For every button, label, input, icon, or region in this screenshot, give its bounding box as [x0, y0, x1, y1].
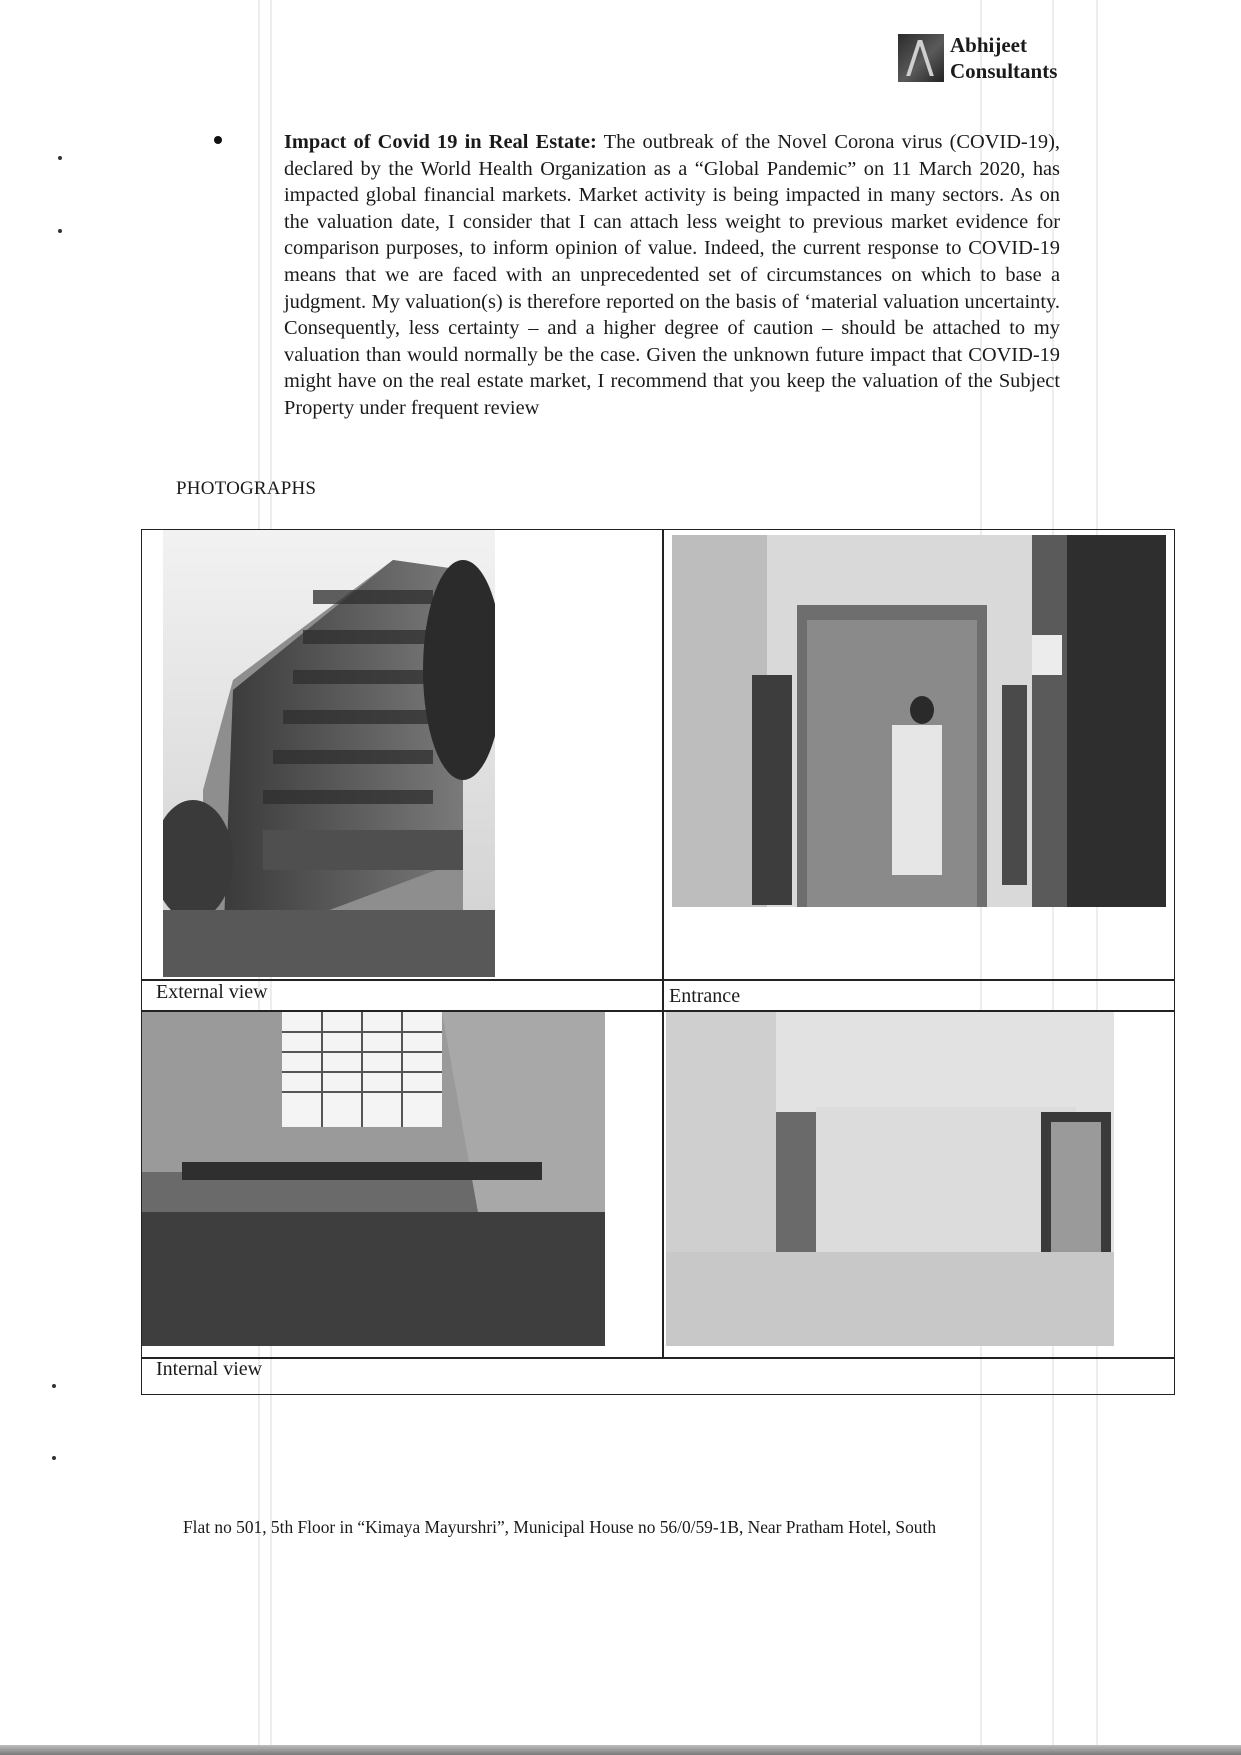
entrance-photo: [672, 535, 1166, 907]
photo-table: [141, 529, 1175, 1395]
table-divider: [142, 1357, 1174, 1359]
internal-view-photo-2: [666, 1012, 1114, 1346]
internal-view-photo-1: [142, 1012, 605, 1346]
paragraph-lead: Impact of Covid 19 in Real Estate:: [284, 131, 597, 153]
bullet-icon: [214, 136, 222, 144]
table-divider: [662, 1010, 664, 1357]
scan-speck: [58, 229, 62, 233]
covid-impact-paragraph: [284, 129, 1060, 422]
photographs-heading: PHOTOGRAPHS: [176, 478, 317, 499]
paragraph-text: The outbreak of the Novel Corona virus (COVID-19), declared by the World Health Organization as a “Global Pandemic” on 11 March 2020, has impacted global financial markets. Market activity is being impacted in many sectors. As on the valuation date, I consider that I can attach less weight to previous market evidence for comparison purposes, to inform opinion of value. Indeed, the current response to COVID-19 means that we are faced with an unprecedented set of circumstances on which to base a judgment. My valuation(s) is therefore reported on the basis of ‘material valuation uncertainty. Consequently, less certainty – and a higher degree of caution – should be attached to my valuation than would normally be the case. Given the unknown future impact that COVID-19 might have on the real estate market, I recommend that you keep the valuation of the Subject Property under frequent review: [284, 131, 1061, 419]
company-logo: [898, 32, 1057, 84]
caption-entrance: Entrance: [669, 985, 741, 1007]
table-divider: [142, 979, 1174, 981]
caption-external-view: External view: [156, 981, 268, 1003]
external-view-photo: [163, 530, 495, 977]
scan-edge: [0, 1745, 1241, 1755]
logo-text: [950, 32, 1057, 84]
table-divider: [662, 530, 664, 1010]
logo-line-1: Abhijeet: [950, 33, 1027, 57]
logo-line-2: Consultants: [950, 59, 1058, 83]
scan-speck: [58, 156, 62, 160]
caption-internal-view: Internal view: [156, 1358, 263, 1380]
logo-mark-icon: [898, 34, 944, 82]
scan-speck: [52, 1456, 56, 1460]
scan-speck: [52, 1384, 56, 1388]
property-address-footer: Flat no 501, 5th Floor in “Kimaya Mayurshri”, Municipal House no 56/0/59-1B, Near Pratham Hotel, South: [183, 1517, 937, 1537]
